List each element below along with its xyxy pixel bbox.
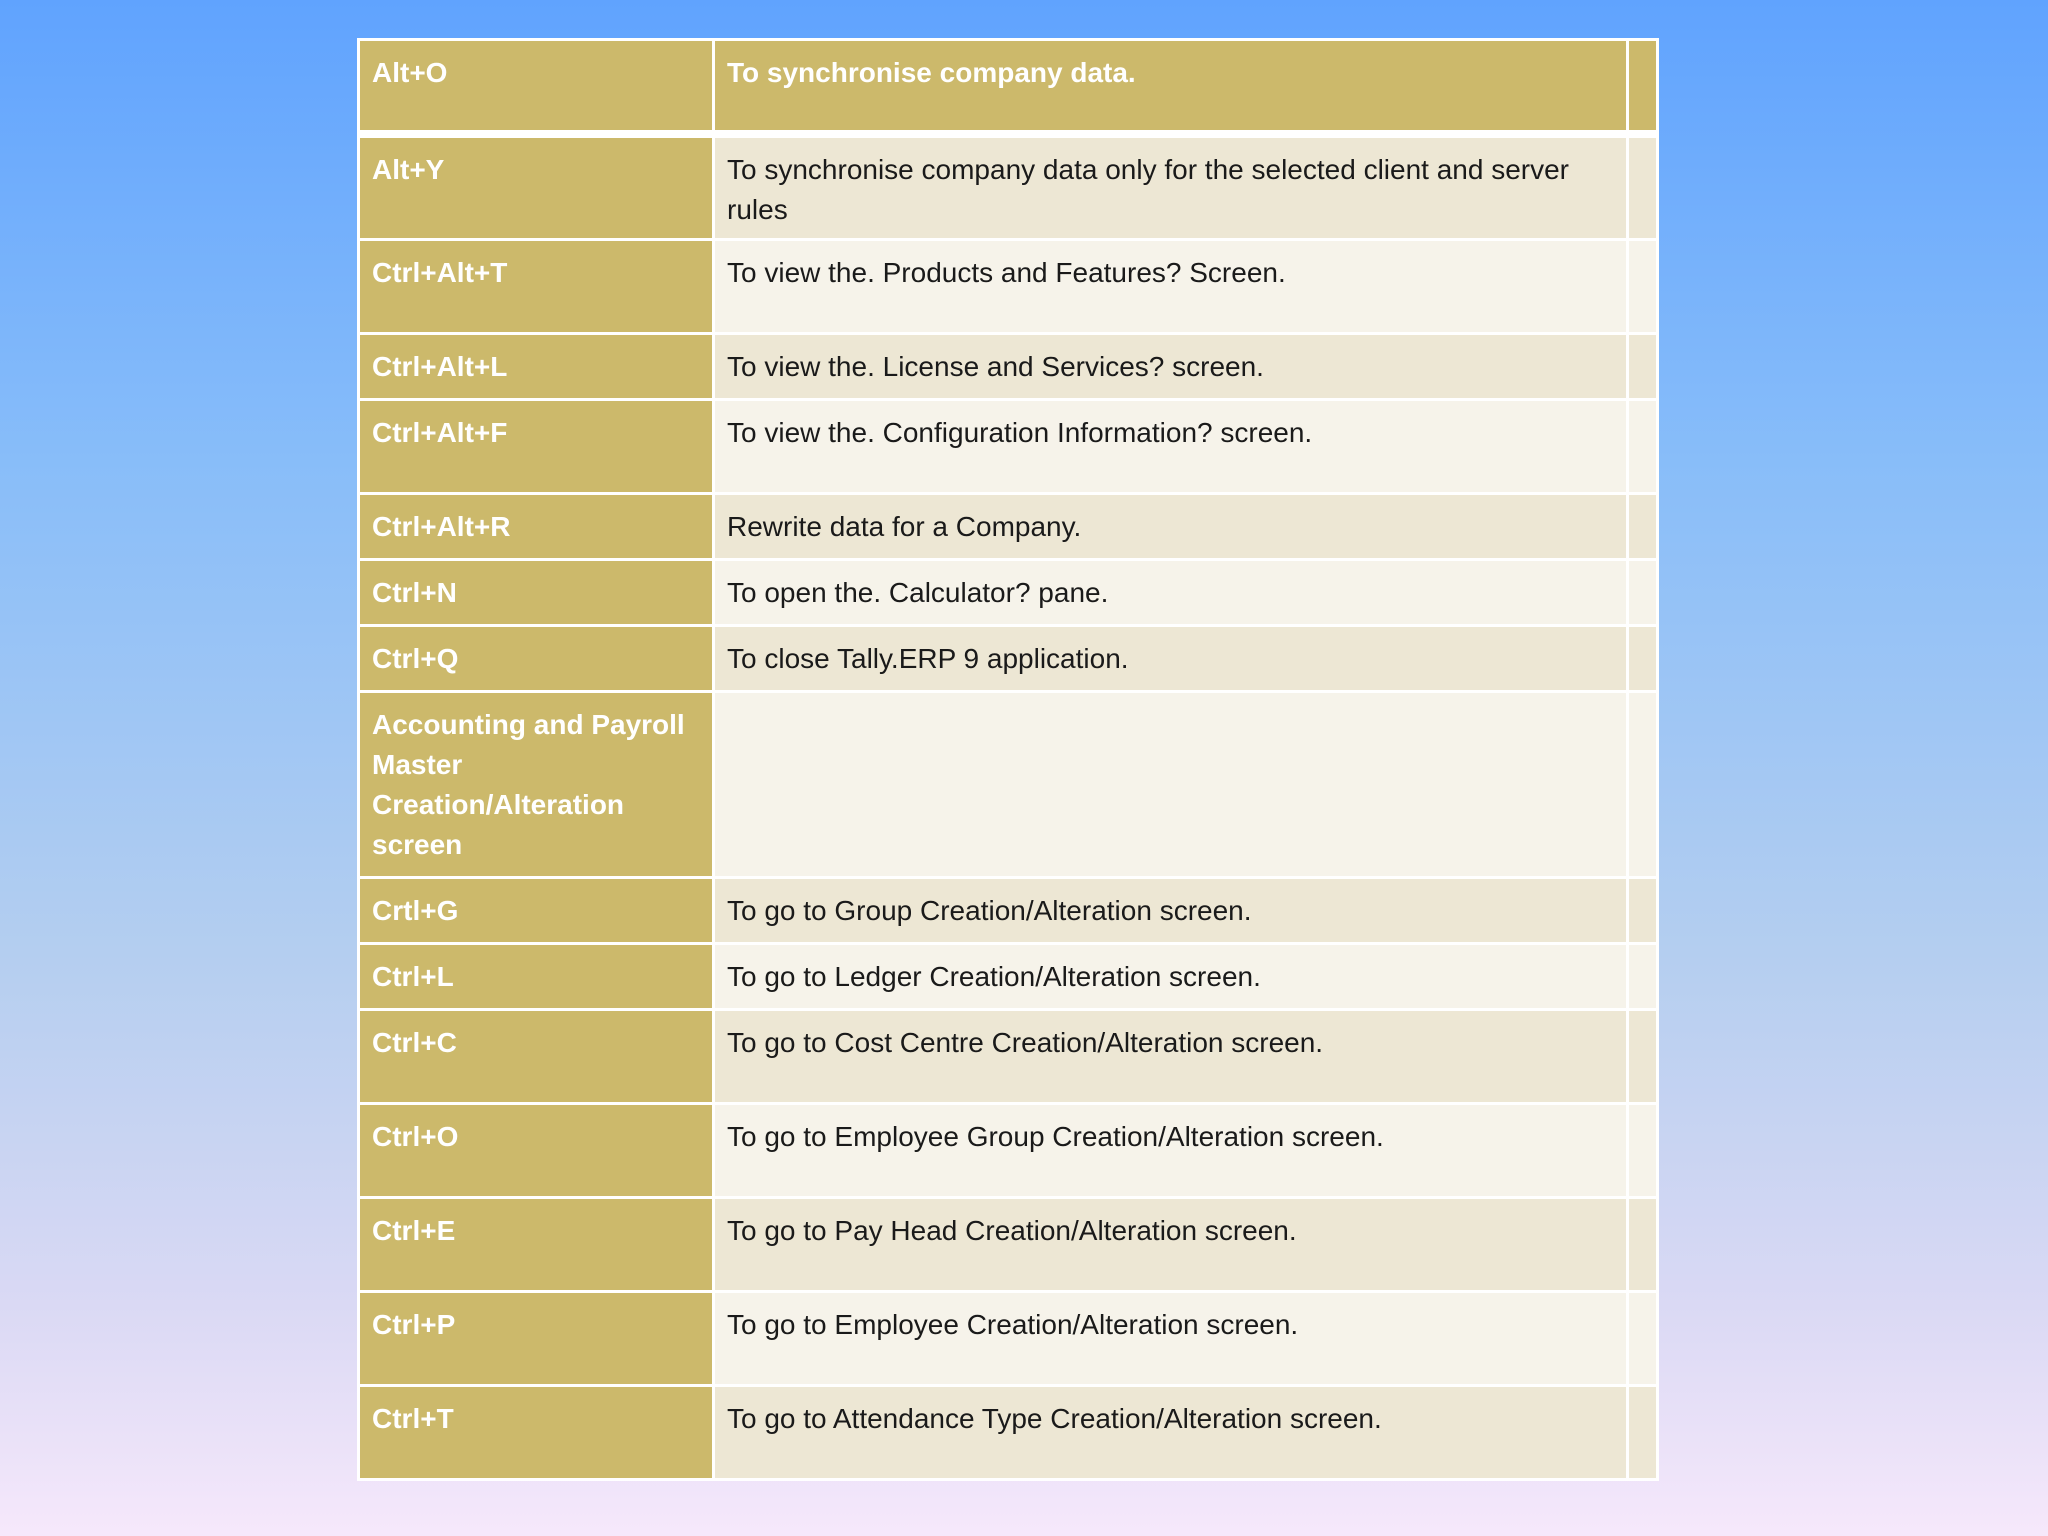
table-row	[359, 134, 1658, 240]
table-row	[359, 40, 1658, 134]
empty-cell	[1628, 1103, 1658, 1197]
table-row	[359, 1009, 1658, 1103]
shortcut-key: Ctrl+Alt+T	[359, 239, 714, 333]
table-row	[359, 625, 1658, 691]
empty-cell	[1628, 625, 1658, 691]
shortcut-key: Ctrl+C	[359, 1009, 714, 1103]
table-row	[359, 1103, 1658, 1197]
empty-cell	[1628, 1197, 1658, 1291]
empty-cell	[1628, 493, 1658, 559]
empty-cell	[1628, 877, 1658, 943]
shortcut-description	[714, 691, 1628, 877]
shortcut-description: To go to Employee Creation/Alteration screen.	[714, 1291, 1628, 1385]
shortcut-description: To close Tally.ERP 9 application.	[714, 625, 1628, 691]
shortcut-key: Ctrl+O	[359, 1103, 714, 1197]
shortcut-key: Ctrl+T	[359, 1385, 714, 1479]
shortcut-key: Ctrl+E	[359, 1197, 714, 1291]
shortcut-table	[357, 38, 1659, 1481]
table-row	[359, 239, 1658, 333]
table-row	[359, 1197, 1658, 1291]
table-row	[359, 1291, 1658, 1385]
shortcut-description: To go to Employee Group Creation/Alteration screen.	[714, 1103, 1628, 1197]
empty-cell	[1628, 1385, 1658, 1479]
empty-cell	[1628, 333, 1658, 399]
shortcut-key: Ctrl+P	[359, 1291, 714, 1385]
empty-cell	[1628, 1291, 1658, 1385]
shortcut-description: To go to Group Creation/Alteration screen.	[714, 877, 1628, 943]
table-row	[359, 493, 1658, 559]
shortcut-key: Ctrl+Alt+L	[359, 333, 714, 399]
empty-cell	[1628, 1009, 1658, 1103]
shortcut-key: Alt+O	[359, 40, 714, 134]
shortcut-description: Rewrite data for a Company.	[714, 493, 1628, 559]
shortcut-key: Ctrl+L	[359, 943, 714, 1009]
table-row	[359, 399, 1658, 493]
shortcut-description: To go to Cost Centre Creation/Alteration screen.	[714, 1009, 1628, 1103]
table-row	[359, 559, 1658, 625]
empty-cell	[1628, 239, 1658, 333]
empty-cell	[1628, 559, 1658, 625]
table-row	[359, 943, 1658, 1009]
empty-cell	[1628, 134, 1658, 240]
shortcut-key: Ctrl+N	[359, 559, 714, 625]
table-row	[359, 877, 1658, 943]
empty-cell	[1628, 40, 1658, 134]
shortcut-description: To view the. License and Services? screen.	[714, 333, 1628, 399]
shortcut-description: To view the. Products and Features? Screen.	[714, 239, 1628, 333]
empty-cell	[1628, 943, 1658, 1009]
shortcut-key: Crtl+G	[359, 877, 714, 943]
empty-cell	[1628, 399, 1658, 493]
shortcut-description: To open the. Calculator? pane.	[714, 559, 1628, 625]
shortcut-key: Ctrl+Q	[359, 625, 714, 691]
shortcut-key: Ctrl+Alt+R	[359, 493, 714, 559]
shortcut-description: To view the. Configuration Information? screen.	[714, 399, 1628, 493]
shortcut-description: To go to Ledger Creation/Alteration screen.	[714, 943, 1628, 1009]
section-title: Accounting and Payroll Master Creation/Alteration screen	[359, 691, 714, 877]
section-header-row	[359, 691, 1658, 877]
table-row	[359, 333, 1658, 399]
shortcut-key: Alt+Y	[359, 134, 714, 240]
shortcut-key: Ctrl+Alt+F	[359, 399, 714, 493]
table-row	[359, 1385, 1658, 1479]
shortcut-description: To synchronise company data.	[714, 40, 1628, 134]
empty-cell	[1628, 691, 1658, 877]
shortcut-description: To go to Pay Head Creation/Alteration screen.	[714, 1197, 1628, 1291]
shortcut-description: To synchronise company data only for the selected client and server rules	[714, 134, 1628, 240]
shortcut-description: To go to Attendance Type Creation/Alteration screen.	[714, 1385, 1628, 1479]
